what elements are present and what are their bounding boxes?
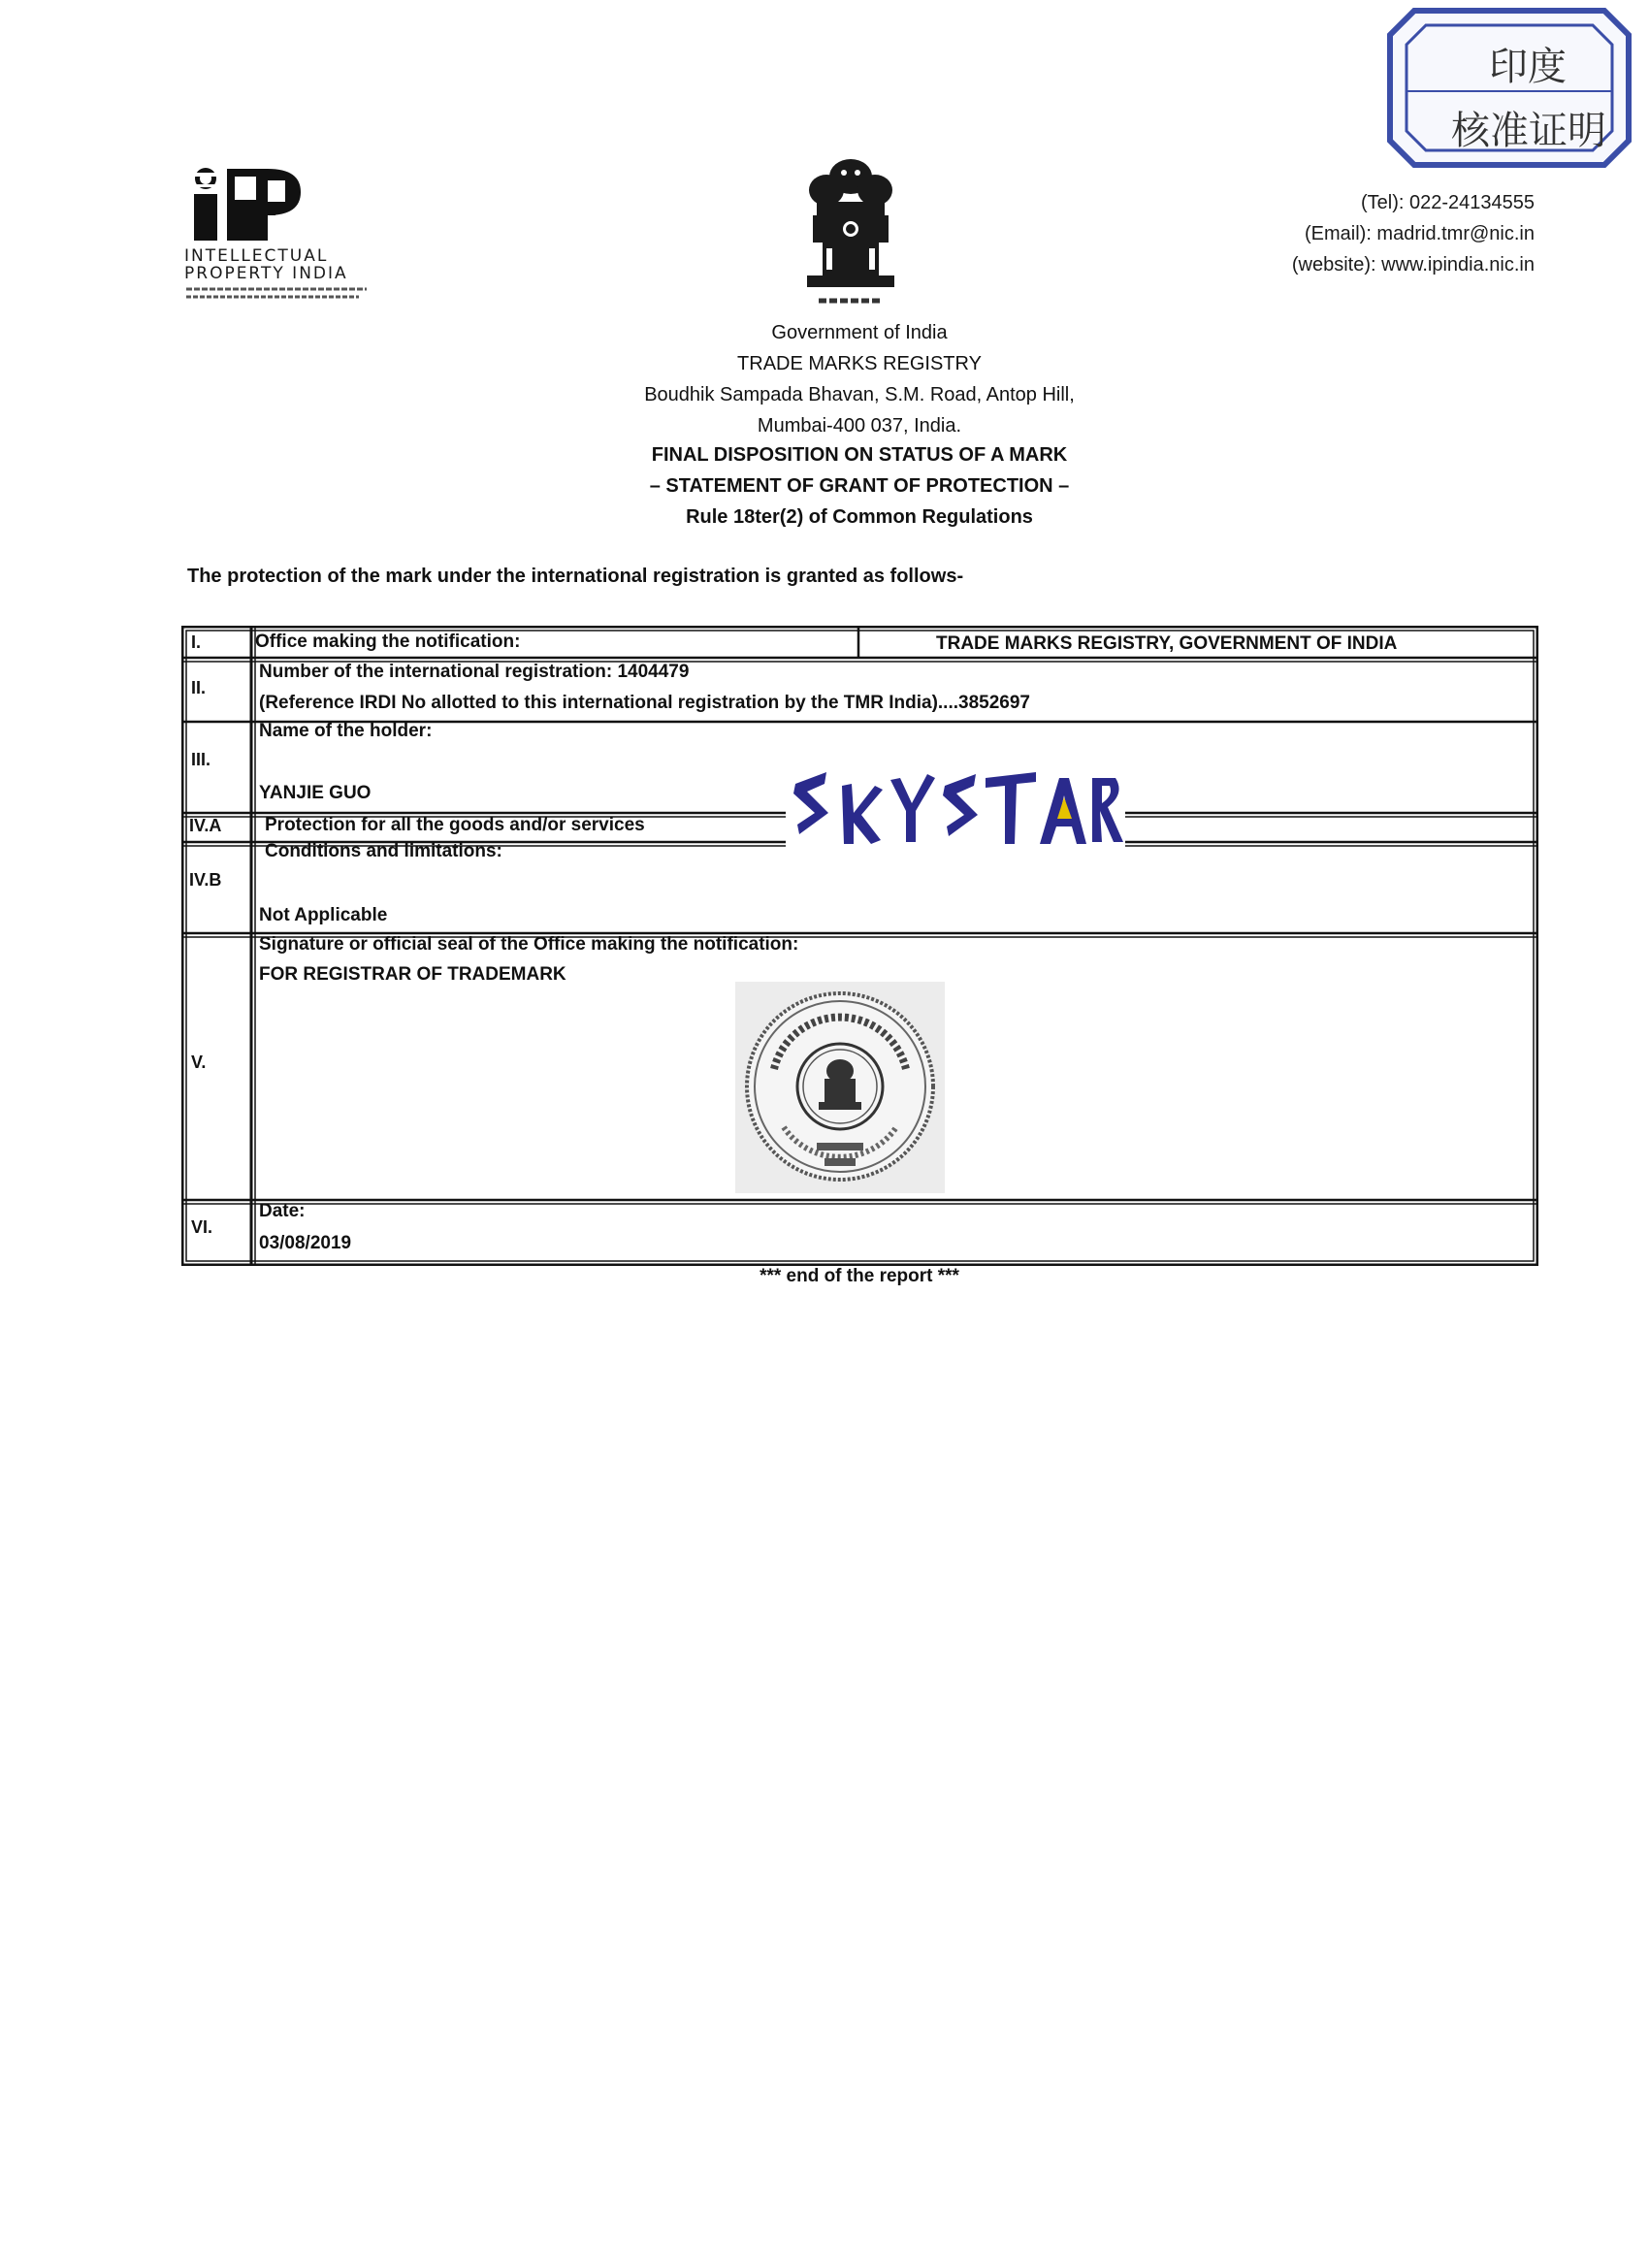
row-num-1: I.	[191, 632, 202, 652]
contact-email: (Email): madrid.tmr@nic.in	[1304, 223, 1535, 244]
conditions-value: Not Applicable	[259, 905, 388, 925]
row-num-3: III.	[191, 750, 211, 769]
corner-approval-stamp	[1387, 8, 1632, 168]
document-title-line1: FINAL DISPOSITION ON STATUS OF A MARK	[651, 444, 1068, 466]
date-value: 03/08/2019	[259, 1233, 352, 1253]
ip-india-logo	[184, 165, 388, 301]
row-num-4b: IV.B	[189, 870, 222, 890]
signature-label: Signature or official seal of the Office making the notification:	[259, 934, 799, 955]
logo-tagline-2: PROPERTY INDIA	[184, 264, 348, 283]
document-title-line3: Rule 18ter(2) of Common Regulations	[686, 506, 1033, 528]
header-government: Government of India	[771, 322, 948, 343]
protection-scope: Protection for all the goods and/or services	[265, 815, 645, 835]
contact-telephone: (Tel): 022-24134555	[1360, 192, 1535, 213]
header-address-line2: Mumbai-400 037, India.	[757, 415, 962, 437]
document-title-line2: – STATEMENT OF GRANT OF PROTECTION –	[649, 475, 1070, 497]
logo-fineprint-decoration	[184, 285, 378, 307]
reference-irdi-number: (Reference IRDI No allotted to this international registration by the TMR India)....3852697	[259, 693, 1030, 713]
office-label: Office making the notification:	[255, 632, 521, 652]
date-label: Date:	[259, 1201, 306, 1221]
intro-statement: The protection of the mark under the international registration is granted as follows-	[187, 566, 964, 587]
conditions-label: Conditions and limitations:	[265, 841, 502, 861]
row-num-4a: IV.A	[189, 816, 222, 835]
ip-logo-mark	[186, 165, 322, 243]
registrar-signature-text: FOR REGISTRAR OF TRADEMARK	[259, 964, 566, 985]
logo-tagline-1: INTELLECTUAL	[184, 246, 329, 266]
national-emblem-icon	[797, 155, 904, 320]
office-value: TRADE MARKS REGISTRY, GOVERNMENT OF INDIA	[936, 633, 1398, 654]
corner-stamp-line1: 印度	[1489, 45, 1567, 89]
header-address-line1: Boudhik Sampada Bhavan, S.M. Road, Antop Hill,	[644, 384, 1075, 405]
row-num-6: VI.	[191, 1217, 213, 1237]
header-registry: TRADE MARKS REGISTRY	[737, 353, 982, 374]
holder-label: Name of the holder:	[259, 721, 433, 741]
official-registry-seal	[735, 982, 945, 1193]
skystar-trademark-image	[786, 764, 1125, 861]
international-registration-number: Number of the international registration: 1404479	[259, 662, 690, 682]
end-of-report-note: *** end of the report ***	[760, 1266, 959, 1286]
row-num-5: V.	[191, 1053, 207, 1072]
contact-website: (website): www.ipindia.nic.in	[1291, 254, 1535, 275]
corner-stamp-line2: 核准证明	[1451, 109, 1606, 153]
holder-name: YANJIE GUO	[259, 783, 372, 803]
row-num-2: II.	[191, 678, 207, 697]
